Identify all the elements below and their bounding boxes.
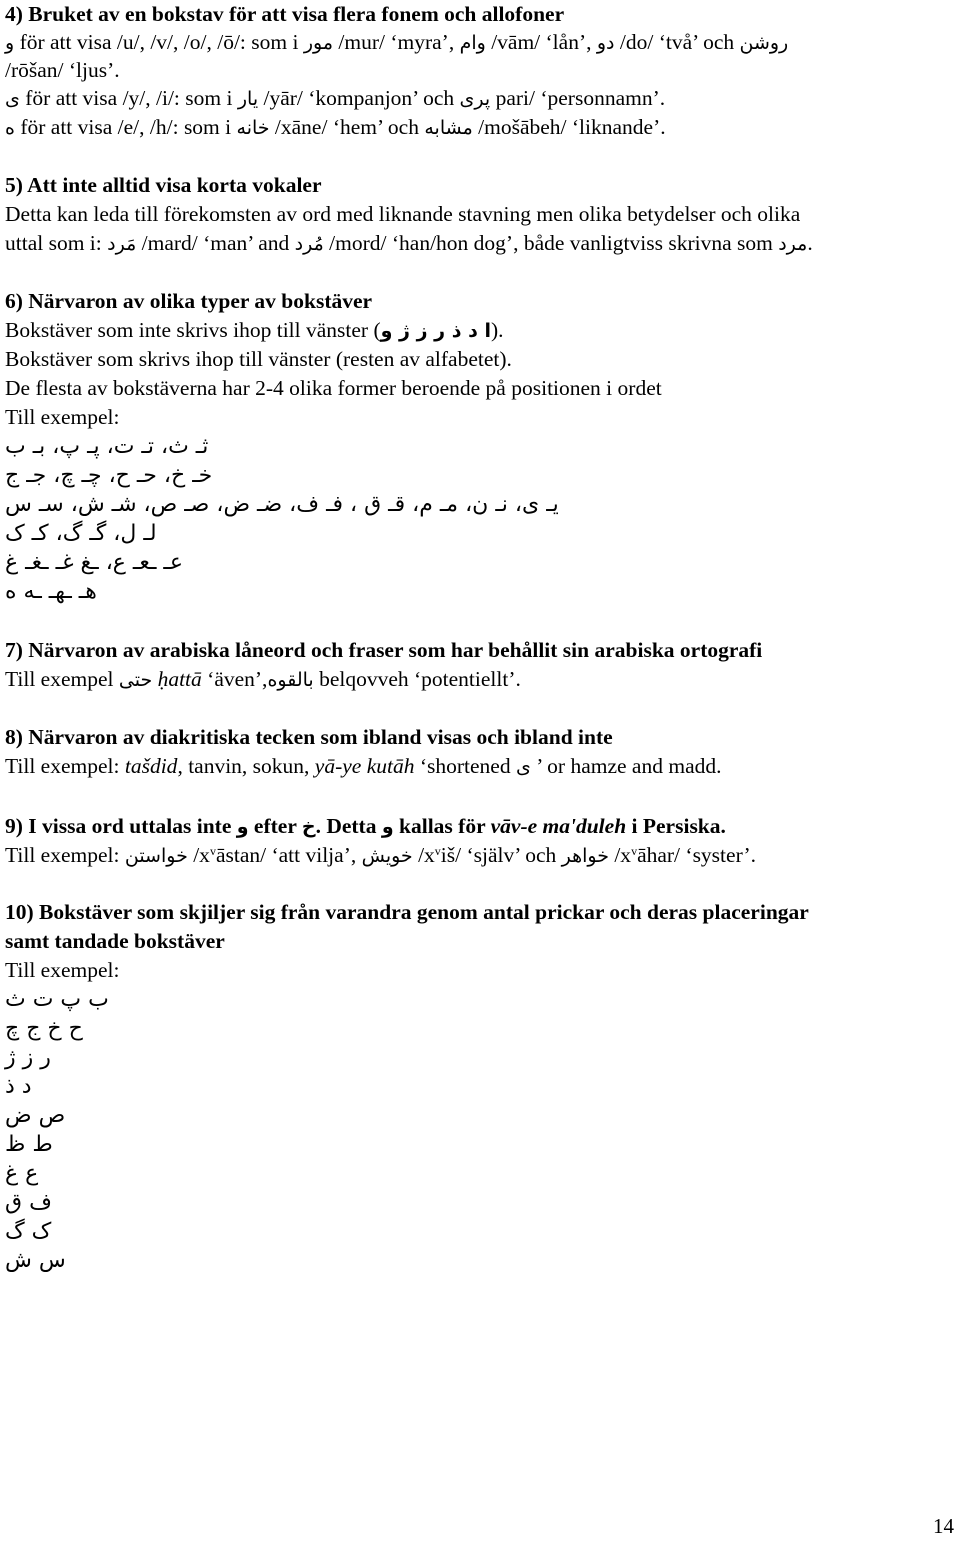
arabic-letters: ا د ذ ر ز ژ و <box>380 320 491 342</box>
text: Bokstäver som inte skrivs ihop till vänster ( <box>5 318 381 342</box>
text: för att visa /e/, /h/: som i <box>14 115 237 139</box>
section-5-para-2 <box>5 229 813 259</box>
letter-group: ح خ ج چ <box>5 1016 83 1041</box>
arabic-letter: خ <box>301 816 316 838</box>
page-number: 14 <box>933 1514 954 1538</box>
section-6-heading: 6) Närvaron av olika typer av bokstäver <box>5 289 373 313</box>
text: efter <box>248 814 302 838</box>
text: /do/ ‘två’ och <box>614 30 740 54</box>
transliteration: ḥattā <box>152 667 202 691</box>
section-9-example <box>5 841 756 871</box>
section-10-para-1: Till exempel: <box>5 958 120 982</box>
arabic-word: پری <box>459 88 491 110</box>
arabic-word: بالقوه <box>267 669 314 691</box>
arabic-letter: و <box>236 816 249 838</box>
arabic-word: خانه <box>236 117 270 139</box>
text: ‘även’, <box>201 667 268 691</box>
section-4-line-3 <box>5 113 666 143</box>
text: . Detta <box>315 814 382 838</box>
letter-forms-row: هـ ـهـ ـه ه <box>5 579 97 604</box>
letter-forms-row: خـ خ، حـ ح، چـ چ، جـ ج <box>5 463 213 488</box>
section-6-para-3: De flesta av bokstäverna har 2-4 olika former beroende på positionen i ordet <box>5 376 662 400</box>
letter-group: ب پ ت ث <box>5 987 109 1012</box>
arabic-letter: و <box>5 32 15 54</box>
text: , tanvin, sokun, <box>177 754 315 778</box>
arabic-letter: ه <box>5 117 15 139</box>
section-9-heading <box>5 812 726 842</box>
text: /x <box>608 843 632 867</box>
arabic-word: روشن <box>739 32 789 54</box>
section-7-example <box>5 665 521 695</box>
term: vāv-e ma'duleh <box>490 814 627 838</box>
text: belqovveh ‘potentiellt’. <box>313 667 521 691</box>
text: Till exempel: <box>5 843 125 867</box>
text: /mord/ ‘han/hon dog’, både vanligtviss skrivna som <box>323 231 779 255</box>
text: uttal som i: <box>5 231 108 255</box>
arabic-word: مُرد <box>294 233 324 255</box>
arabic-letter: ی <box>5 88 20 110</box>
letter-forms-row: عـ ـعـ ع، ـغ غـ ـغـ غ <box>5 550 183 575</box>
arabic-word: مَرد <box>107 233 137 255</box>
superscript: v <box>631 844 638 858</box>
text: i Persiska. <box>626 814 726 838</box>
text: /x <box>412 843 435 867</box>
text: ‘shortened <box>414 754 516 778</box>
letter-group: ص ض <box>5 1103 66 1128</box>
letter-group: ط ظ <box>5 1132 53 1157</box>
section-6-para-2: Bokstäver som skrivs ihop till vänster (resten av alfabetet). <box>5 347 512 371</box>
text: . <box>807 231 813 255</box>
section-6-para-4: Till exempel: <box>5 405 120 429</box>
arabic-word: دو <box>596 32 615 54</box>
letter-group: ع غ <box>5 1161 39 1186</box>
section-4-line-1b: /rōšan/ ‘ljus’. <box>5 58 120 82</box>
section-4-line-2 <box>5 84 665 114</box>
letter-forms-row: یـ ی، نـ ن، مـ م، قـ ق ، فـ ف، ضـ ض، صـ ص، شـ ش، سـ س <box>5 492 559 517</box>
arabic-word: مرد <box>778 233 808 255</box>
text: /mošābeh/ ‘liknande’. <box>472 115 666 139</box>
arabic-word: مشابه <box>424 117 473 139</box>
section-4-heading: 4) Bruket av en bokstav för att visa flera fonem och allofoner <box>5 2 565 26</box>
arabic-word: خواستن <box>124 845 188 867</box>
term: tašdid <box>124 754 178 778</box>
arabic-word: وام <box>459 32 486 54</box>
text: Till exempel <box>5 667 119 691</box>
superscript: v <box>209 844 216 858</box>
text: för att visa /u/, /v/, /o/, /ō/: som i <box>14 30 304 54</box>
text: /xāne/ ‘hem’ och <box>269 115 425 139</box>
text: pari/ ‘personnamn’. <box>490 86 666 110</box>
text: kallas för <box>393 814 491 838</box>
section-8-example <box>5 752 722 782</box>
text: ). <box>490 318 504 342</box>
text: /x <box>187 843 210 867</box>
text: āhar/ ‘syster’. <box>637 843 757 867</box>
text: /yār/ ‘kompanjon’ och <box>258 86 460 110</box>
text: /vām/ ‘lån’, <box>485 30 597 54</box>
section-10-heading-line-2: samt tandade bokstäver <box>5 929 225 953</box>
term: yā-ye kutāh <box>314 754 415 778</box>
section-10-heading-line-1: 10) Bokstäver som skjiljer sig från varandra genom antal prickar och deras placeringar <box>5 900 809 924</box>
letter-forms-row: لـ ل، گـ گ، کـ ک <box>5 521 157 546</box>
letter-group: س ش <box>5 1248 66 1273</box>
letter-group: د ذ <box>5 1074 32 1099</box>
letter-forms-row: ثـ ث، تـ ت، پـ پ، بـ ب <box>5 434 209 459</box>
letter-group: ر ز ژ <box>5 1045 51 1070</box>
text: /mard/ ‘man’ and <box>136 231 295 255</box>
text: för att visa /y/, /i/: som i <box>19 86 238 110</box>
letter-group: ک گ <box>5 1219 52 1244</box>
text: āstan/ ‘att vilja’, <box>215 843 362 867</box>
section-5-para-1: Detta kan leda till förekomsten av ord med liknande stavning men olika betydelser och olika <box>5 202 801 226</box>
text: 9) I vissa ord uttalas inte <box>5 814 237 838</box>
arabic-word: خواهر <box>561 845 609 867</box>
letter-group: ف ق <box>5 1190 52 1215</box>
arabic-word: خویش <box>361 845 413 867</box>
arabic-word: یار <box>237 88 259 110</box>
arabic-word: مور <box>303 32 334 54</box>
section-4-line-1 <box>5 28 788 58</box>
arabic-word: حتی <box>118 669 153 691</box>
section-7-heading: 7) Närvaron av arabiska låneord och fraser som har behållit sin arabiska ortografi <box>5 638 763 662</box>
text: iš/ ‘själv’ och <box>440 843 562 867</box>
section-5-heading: 5) Att inte alltid visa korta vokaler <box>5 173 322 197</box>
arabic-letter: و <box>381 816 394 838</box>
text: ’ or hamze and madd. <box>530 754 722 778</box>
superscript: v <box>434 844 441 858</box>
section-6-para-1 <box>5 316 504 346</box>
text: Till exempel: <box>5 754 125 778</box>
text: /mur/ ‘myra’, <box>333 30 460 54</box>
section-8-heading: 8) Närvaron av diakritiska tecken som ibland visas och ibland inte <box>5 725 613 749</box>
arabic-letter: ی <box>515 756 531 778</box>
